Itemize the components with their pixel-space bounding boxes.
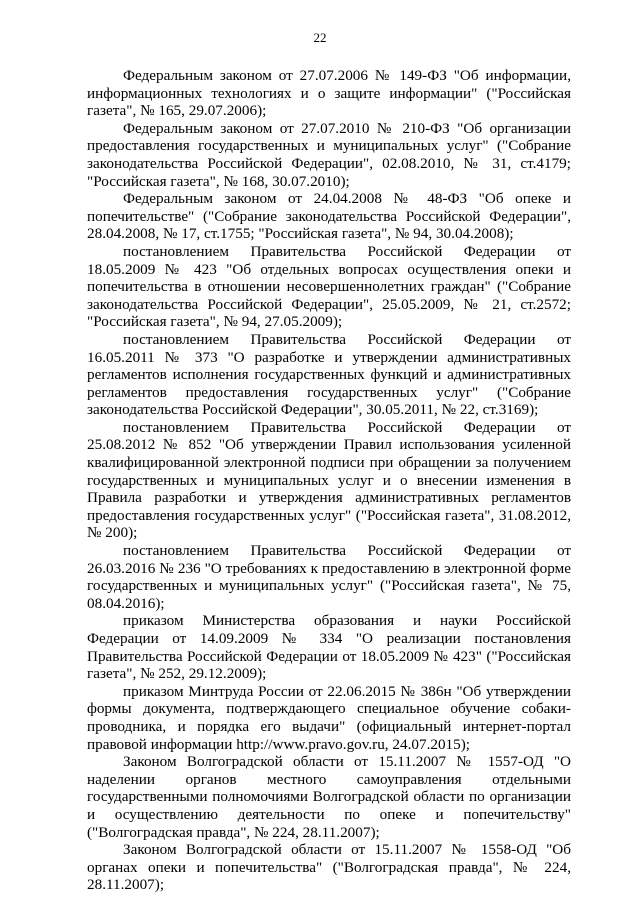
paragraph: Законом Волгоградской области от 15.11.2007 № 1558-ОД "Об органах опеки и попечительства" ("Волгоградская правда", № 224, 28.11.2007);: [87, 841, 571, 894]
paragraph: постановлением Правительства Российской Федерации от 26.03.2016 № 236 "О требованиях к предоставлению в электронной форме государственных и муниципальных услуг" ("Российская газета", № 75, 08.04.2016);: [87, 542, 571, 612]
page-number: 22: [313, 30, 327, 45]
paragraph: приказом Минтруда России от 22.06.2015 № 386н "Об утверждении формы документа, подтверждающего специальное обучение собаки-проводника, и порядка его выдачи" (официальный интернет-портал правовой информации http://www.pravo.gov.ru, 24.07.2015);: [87, 682, 571, 753]
paragraph: постановлением Правительства Российской Федерации от 25.08.2012 № 852 "Об утверждении Правил использования усиленной квалифицированной электронной подписи при обращении за получением государственных и муниципальных услуг и о внесении изменения в Правила разработки и утверждения административных регламентов предоставления государственных услуг" ("Российская газета", 31.08.2012, № 200);: [87, 418, 571, 542]
paragraph: постановлением Правительства Российской Федерации от 18.05.2009 № 423 "Об отдельных вопросах осуществления опеки и попечительства в отношении несовершеннолетних граждан" ("Собрание законодательства Российской Федерации", 25.05.2009, № 21, ст.2572; "Российская газета", № 94, 27.05.2009);: [87, 242, 571, 331]
paragraph: приказом Министерства образования и науки Российской Федерации от 14.09.2009 № 334 "О реализации постановления Правительства Российской Федерации от 18.05.2009 № 423" ("Российская газета", № 252, 29.12.2009);: [87, 612, 571, 683]
document-body: [87, 67, 571, 894]
paragraph: Федеральным законом от 27.07.2006 № 149-ФЗ "Об информации, информационных технологиях и о защите информации" ("Российская газета", № 165, 29.07.2006);: [87, 67, 571, 120]
paragraph: Федеральным законом от 27.07.2010 № 210-ФЗ "Об организации предоставления государственных и муниципальных услуг" ("Собрание законодательства Российской Федерации", 02.08.2010, № 31, ст.4179; "Российская газета", № 168, 30.07.2010);: [87, 119, 571, 190]
paragraph: Федеральным законом от 24.04.2008 № 48-ФЗ "Об опеке и попечительстве" ("Собрание законодательства Российской Федерации", 28.04.2008, № 17, ст.1755; "Российская газета", № 94, 30.04.2008);: [87, 190, 571, 243]
paragraph: Законом Волгоградской области от 15.11.2007 № 1557-ОД "О наделении органов местного самоуправления отдельными государственными полномочиями Волгоградской области по организации и осуществлению деятельности по опеке и попечительству" ("Волгоградская правда", № 224, 28.11.2007);: [87, 753, 571, 841]
paragraph: постановлением Правительства Российской Федерации от 16.05.2011 № 373 "О разработке и утверждении административных регламентов исполнения государственных функций и административных регламентов предоставления государственных услуг" ("Собрание законодательства Российской Федерации", 30.05.2011, № 22, ст.3169);: [87, 330, 571, 419]
